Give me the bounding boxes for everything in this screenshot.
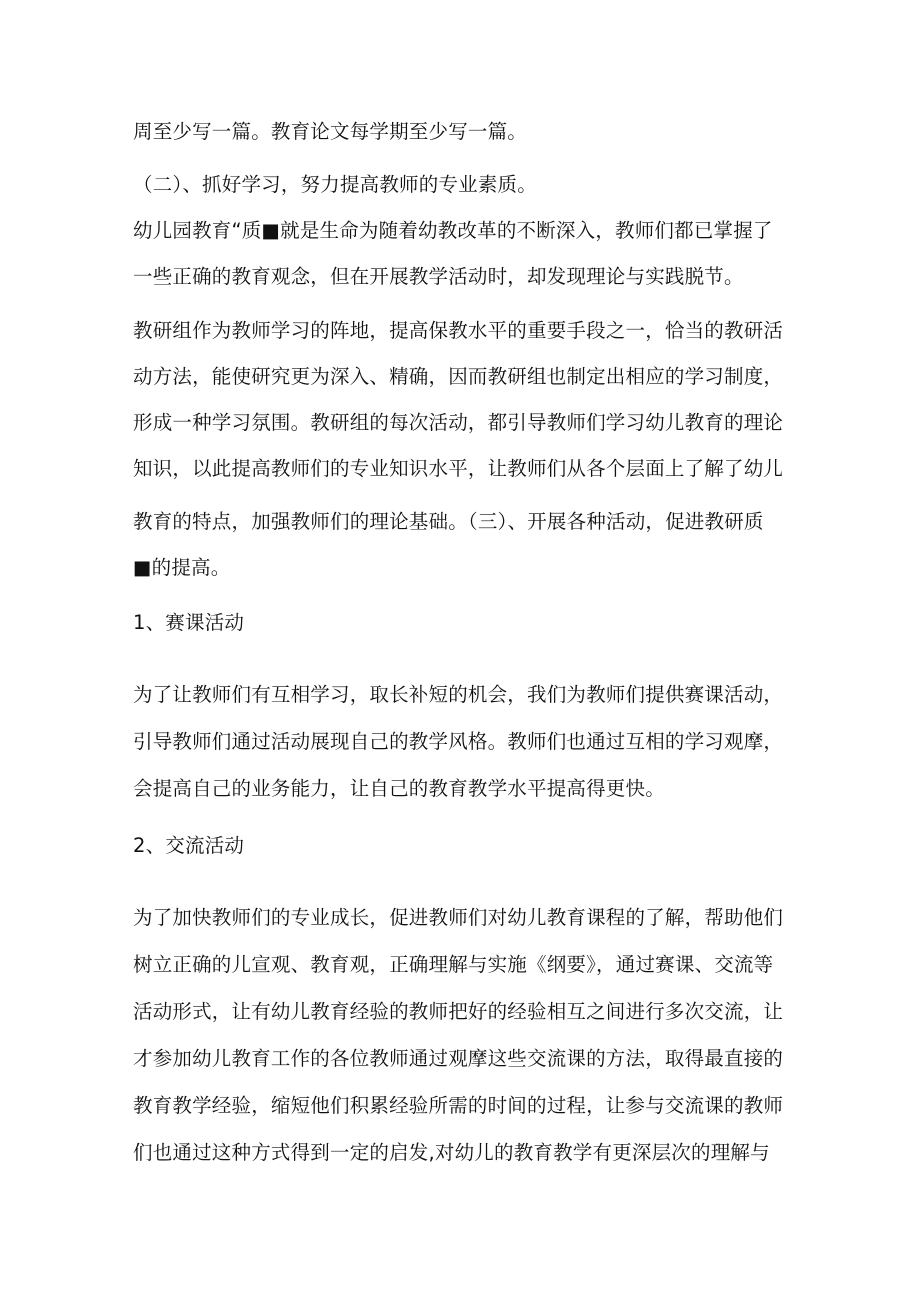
text-line: ■的提高。 bbox=[133, 556, 231, 579]
text-line: 形成一种学习氛围。教研组的每次活动，都引导教师们学习幼儿教育的理论 bbox=[133, 411, 784, 434]
text-line: 树立正确的儿宣观、教育观，正确理解与实施《纲要》，通过赛课、交流等 bbox=[133, 953, 774, 976]
text-line: 幼儿园教育“质■就是生命为随着幼教改革的不断深入，教师们都已掌握了 bbox=[133, 219, 773, 242]
text-line: 会提高自己的业务能力，让自己的教育教学水平提高得更快。 bbox=[133, 777, 665, 800]
text-line: 引导教师们通过活动展现自己的教学风格。教师们也通过互相的学习观摩， bbox=[133, 730, 784, 753]
subsection-heading: 2、交流活动 bbox=[133, 834, 245, 857]
text-line: 周至少写一篇。教育论文每学期至少写一篇。 bbox=[133, 120, 528, 143]
text-line: 知识，以此提高教师们的专业知识水平，让教师们从各个层面上了解了幼儿 bbox=[133, 457, 784, 480]
text-line: 才参加幼儿教育工作的各位教师通过观摩这些交流课的方法，取得最直接的 bbox=[133, 1047, 784, 1070]
text-line: 活动形式，让有幼儿教育经验的教师把好的经验相互之间进行多次交流，让 bbox=[133, 1000, 784, 1023]
text-line: 为了让教师们有互相学习，取长补短的机会，我们为教师们提供赛课活动， bbox=[133, 683, 784, 706]
text-line: 教育的特点，加强教师们的理论基础。（三）、开展各种活动，促进教研质 bbox=[133, 510, 764, 533]
text-line: 教研组作为教师学习的阵地，提高保教水平的重要手段之一，恰当的教研活 bbox=[133, 319, 784, 342]
text-line: 动方法，能使研究更为深入、精确，因而教研组也制定出相应的学习制度， bbox=[133, 365, 784, 388]
text-line: 为了加快教师们的专业成长，促进教师们对幼儿教育课程的了解，帮助他们 bbox=[133, 906, 784, 929]
subsection-heading: 1、赛课活动 bbox=[133, 611, 245, 634]
text-line: 们也通过这种方式得到一定的启发,对幼儿的教育教学有更深层次的理解与 bbox=[133, 1141, 770, 1164]
text-line: 一些正确的教育观念，但在开展教学活动时，却发现理论与实践脱节。 bbox=[133, 265, 744, 288]
section-heading: （二）、抓好学习，努力提高教师的专业素质。 bbox=[133, 173, 537, 196]
text-line: 教育教学经验，缩短他们积累经验所需的时间的过程，让参与交流课的教师 bbox=[133, 1094, 784, 1117]
